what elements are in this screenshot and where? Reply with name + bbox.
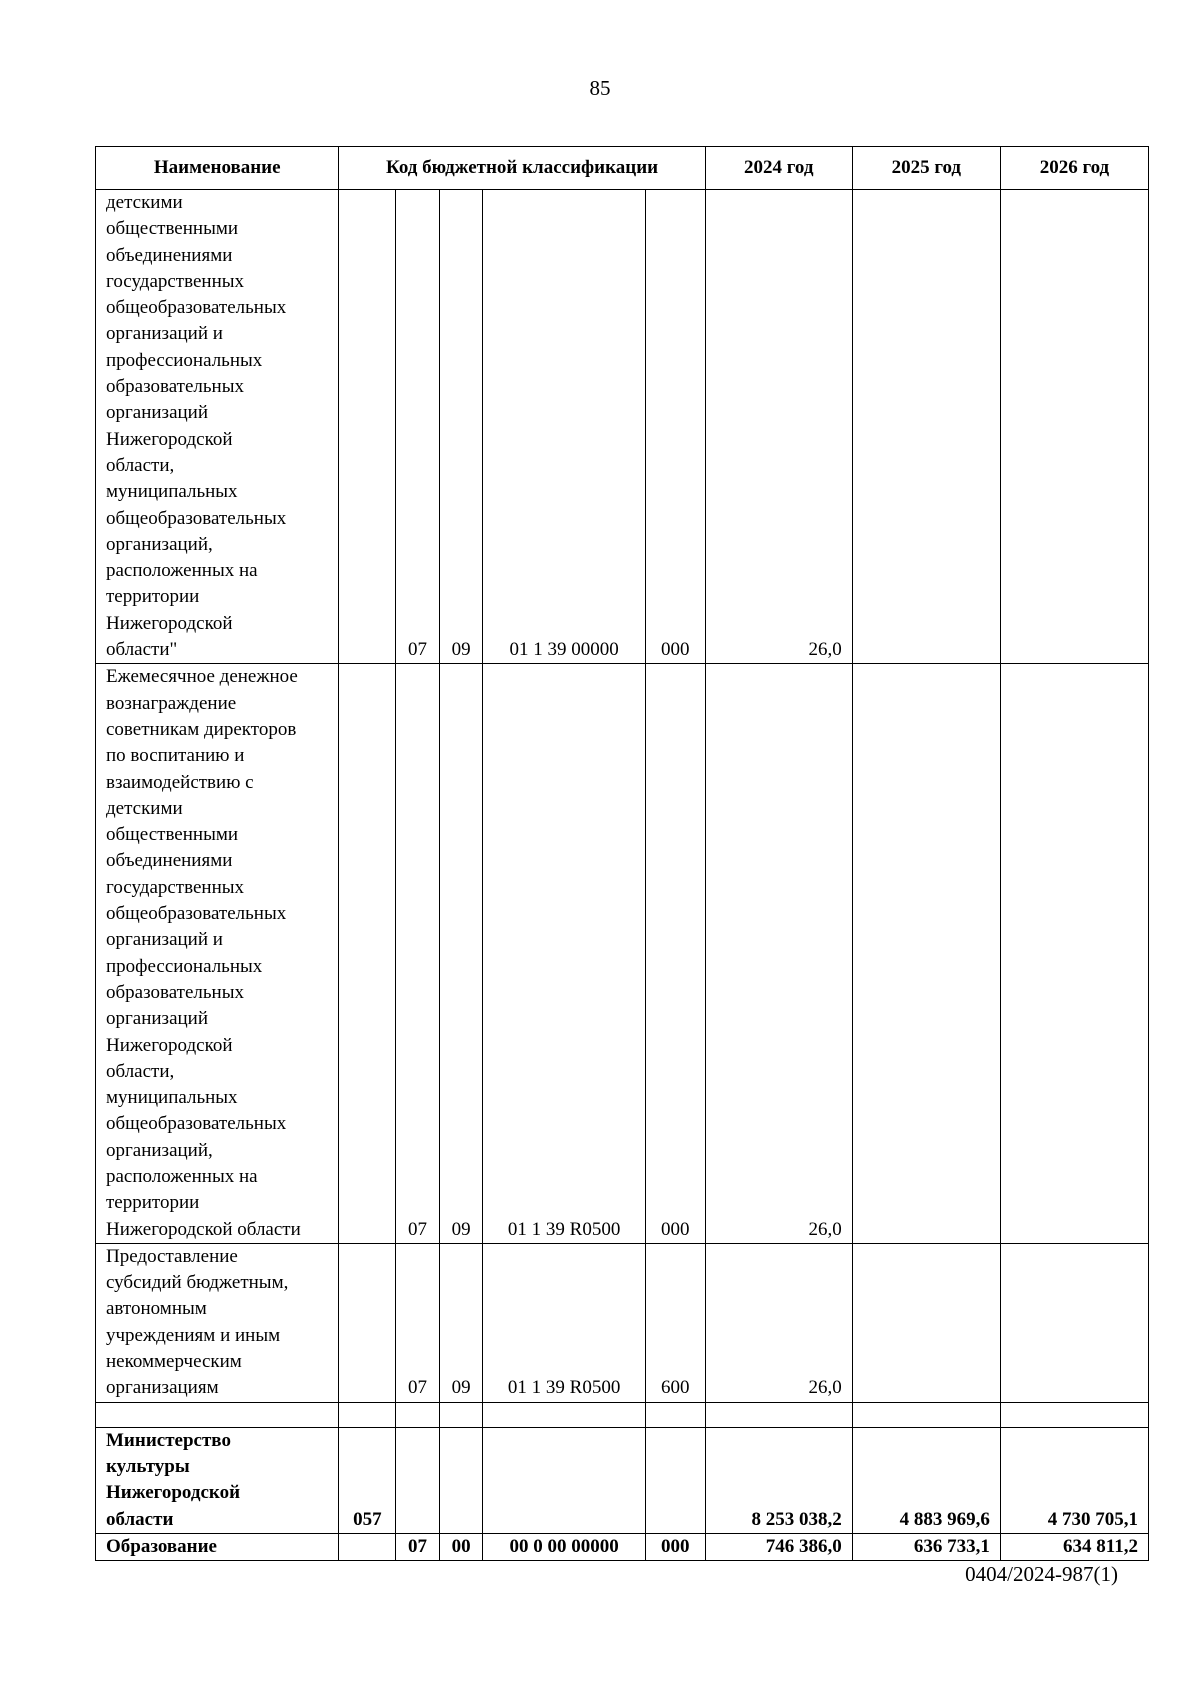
document-reference: 0404/2024-987(1) bbox=[965, 1562, 1118, 1586]
empty-cell bbox=[852, 1402, 1000, 1427]
empty-cell bbox=[705, 1402, 852, 1427]
row-value-2026: 4 730 705,1 bbox=[1000, 1427, 1148, 1533]
row-ministry-code: 057 bbox=[339, 1427, 396, 1533]
row-value-2026 bbox=[1000, 664, 1148, 1244]
row-expense-type-code bbox=[645, 1427, 705, 1533]
row-subsection-code: 09 bbox=[439, 664, 483, 1244]
row-value-2025 bbox=[852, 664, 1000, 1244]
row-ministry-code bbox=[339, 190, 396, 664]
row-section-code: 07 bbox=[396, 190, 440, 664]
row-value-2025: 4 883 969,6 bbox=[852, 1427, 1000, 1533]
row-section-code: 07 bbox=[396, 664, 440, 1244]
row-value-2026 bbox=[1000, 1243, 1148, 1402]
row-value-2024: 8 253 038,2 bbox=[705, 1427, 852, 1533]
row-value-2025 bbox=[852, 190, 1000, 664]
row-target-code bbox=[483, 1427, 645, 1533]
empty-cell bbox=[439, 1402, 483, 1427]
row-value-2024: 746 386,0 bbox=[705, 1533, 852, 1560]
row-name: Предоставление субсидий бюджетным, автономным учреждениям и иным некоммерческим организациям bbox=[96, 1243, 339, 1402]
row-name: детскими общественными объединениями государственных общеобразовательных организаций и профессиональных образовательных организаций Нижегородской области, муниципальных общеобразовательных организаций, расположенных на территории Нижегородской области" bbox=[96, 190, 339, 664]
row-target-code: 01 1 39 00000 bbox=[483, 190, 645, 664]
empty-cell bbox=[1000, 1402, 1148, 1427]
row-ministry-code bbox=[339, 1243, 396, 1402]
row-expense-type-code: 600 bbox=[645, 1243, 705, 1402]
row-target-code: 01 1 39 R0500 bbox=[483, 664, 645, 1244]
row-subsection-code: 09 bbox=[439, 1243, 483, 1402]
header-name: Наименование bbox=[96, 147, 339, 190]
budget-table bbox=[95, 146, 1149, 1561]
table-header-row bbox=[96, 147, 1149, 190]
row-name: Министерство культуры Нижегородской области bbox=[96, 1427, 339, 1533]
row-value-2024: 26,0 bbox=[705, 190, 852, 664]
empty-cell bbox=[339, 1402, 396, 1427]
empty-cell bbox=[483, 1402, 645, 1427]
row-value-2026 bbox=[1000, 190, 1148, 664]
row-section-code: 07 bbox=[396, 1533, 440, 1560]
row-section-code bbox=[396, 1427, 440, 1533]
row-expense-type-code: 000 bbox=[645, 1533, 705, 1560]
table-row bbox=[96, 664, 1149, 1244]
page-number: 85 bbox=[589, 76, 611, 100]
header-2024: 2024 год bbox=[705, 147, 852, 190]
row-name: Образование bbox=[96, 1533, 339, 1560]
row-target-code: 01 1 39 R0500 bbox=[483, 1243, 645, 1402]
row-subsection-code: 09 bbox=[439, 190, 483, 664]
empty-spacer-row bbox=[96, 1402, 1149, 1427]
table-row-ministry-total bbox=[96, 1427, 1149, 1533]
row-ministry-code bbox=[339, 1533, 396, 1560]
row-value-2025: 636 733,1 bbox=[852, 1533, 1000, 1560]
row-name: Ежемесячное денежное вознаграждение советникам директоров по воспитанию и взаимодействию с детскими общественными объединениями государственных общеобразовательных организаций и профессиональных образовательных организаций Нижегородской области, муниципальных общеобразовательных организаций, расположенных на территории Нижегородской области bbox=[96, 664, 339, 1244]
row-value-2024: 26,0 bbox=[705, 1243, 852, 1402]
row-expense-type-code: 000 bbox=[645, 190, 705, 664]
empty-cell bbox=[645, 1402, 705, 1427]
row-subsection-code: 00 bbox=[439, 1533, 483, 1560]
row-value-2024: 26,0 bbox=[705, 664, 852, 1244]
row-subsection-code bbox=[439, 1427, 483, 1533]
header-2026: 2026 год bbox=[1000, 147, 1148, 190]
table-row bbox=[96, 1243, 1149, 1402]
table-row-section-total bbox=[96, 1533, 1149, 1560]
row-target-code: 00 0 00 00000 bbox=[483, 1533, 645, 1560]
table-row bbox=[96, 190, 1149, 664]
row-section-code: 07 bbox=[396, 1243, 440, 1402]
empty-cell bbox=[96, 1402, 339, 1427]
row-value-2026: 634 811,2 bbox=[1000, 1533, 1148, 1560]
row-value-2025 bbox=[852, 1243, 1000, 1402]
empty-cell bbox=[396, 1402, 440, 1427]
row-ministry-code bbox=[339, 664, 396, 1244]
header-2025: 2025 год bbox=[852, 147, 1000, 190]
header-code: Код бюджетной классификации bbox=[339, 147, 705, 190]
row-expense-type-code: 000 bbox=[645, 664, 705, 1244]
